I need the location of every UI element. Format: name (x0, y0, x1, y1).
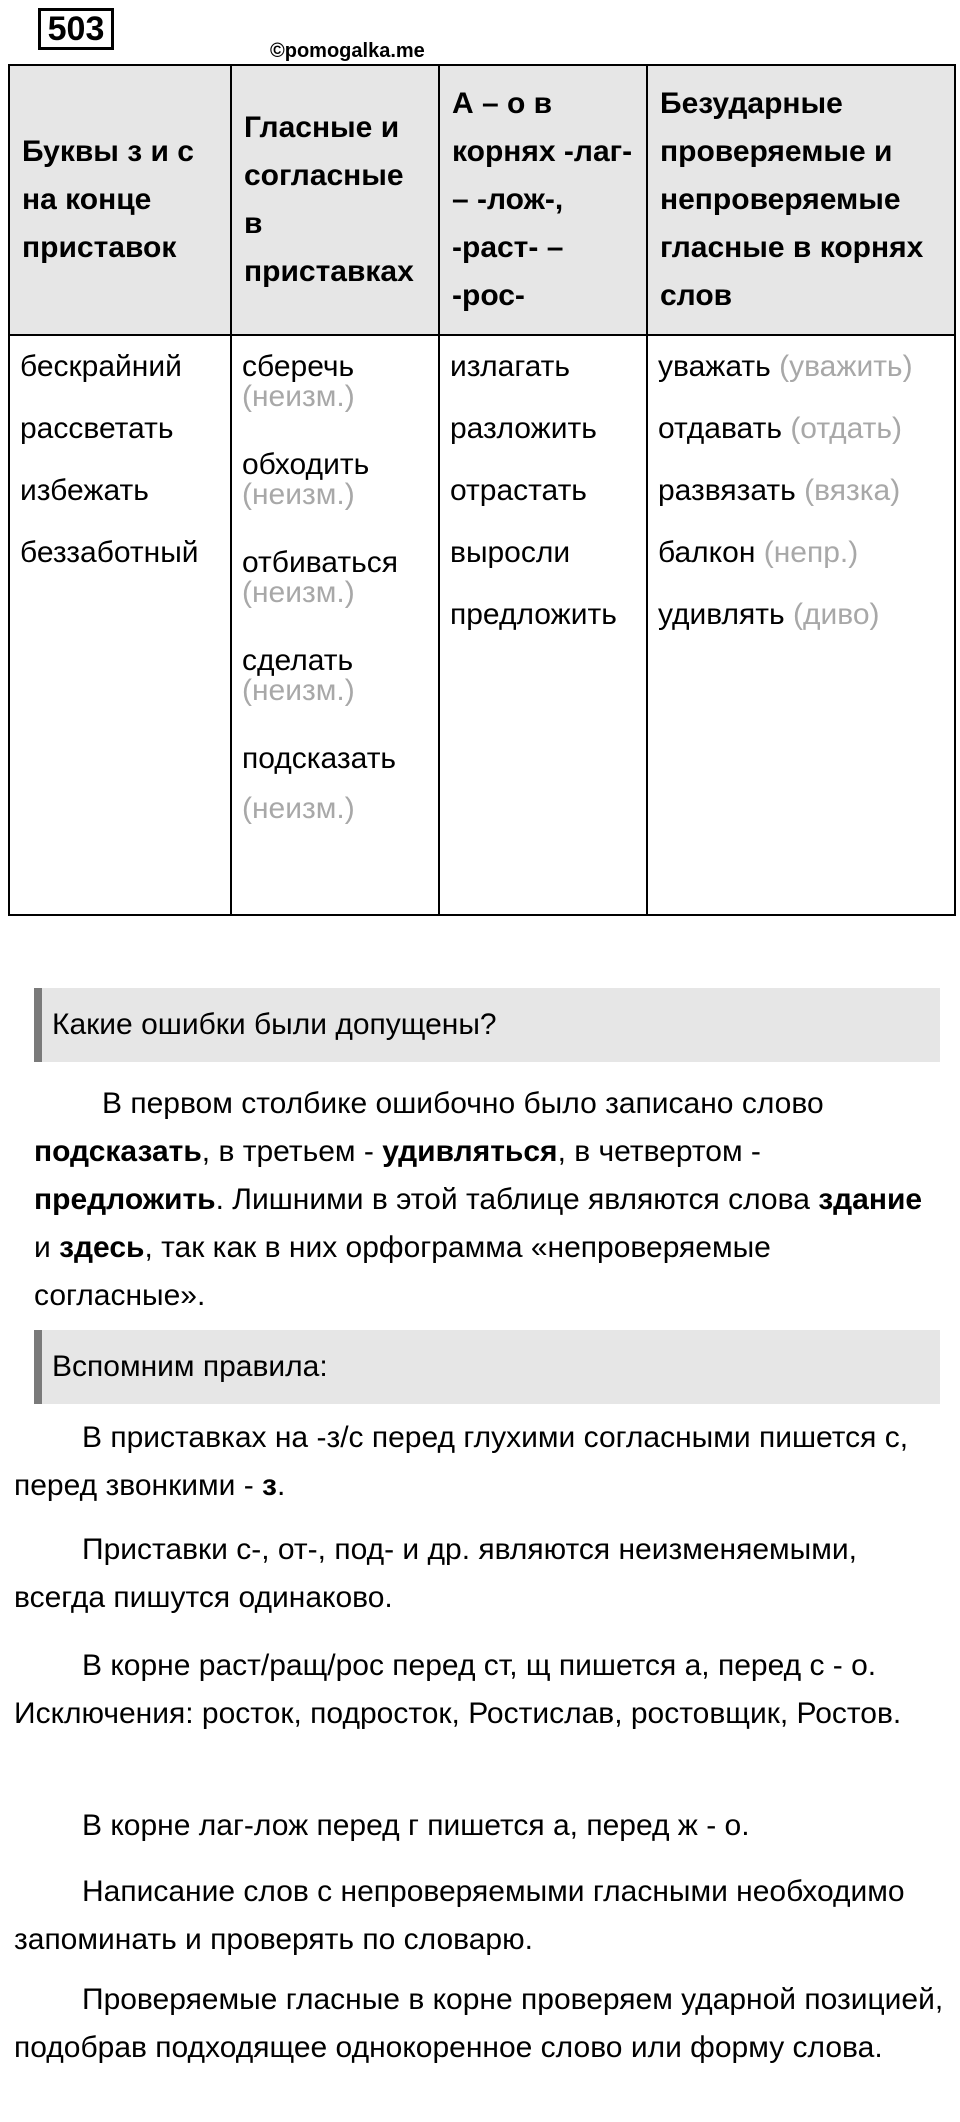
table-word: обходить (242, 448, 370, 481)
table-word-with-note (658, 472, 944, 510)
column-cell-1 (9, 335, 231, 915)
column-header-4: Безударные проверяемые и непроверяемые гласные в корнях слов (647, 65, 955, 335)
rule-paragraph: В корне лаг-лож перед г пишется а, перед ж - о. (82, 1809, 750, 1842)
table-word: беззаботный (20, 536, 199, 569)
rule-paragraph: В корне раст/ращ/рос перед ст, щ пишется а, перед с - о. Исключения: росток, подросток, Ростислав, ростовщик, Ростов. (14, 1649, 902, 1730)
section-heading-rules: Вспомним правила: (34, 1330, 940, 1404)
rule-paragraph: Приставки с-, от-, под- и др. являются неизменяемыми, всегда пишутся одинаково. (14, 1533, 857, 1614)
table-note: (неизм.) (242, 576, 355, 609)
table-note: (диво) (792, 598, 880, 631)
table-word: предложить (450, 598, 617, 631)
table-word: рассветать (20, 412, 174, 445)
column-header-3: А – о в корнях -лаг- – -лож-, -раст- – -рос- (439, 65, 647, 335)
table-note: (неизм.) (242, 380, 355, 413)
table-word: отдавать (658, 412, 782, 445)
rule-paragraph: В приставках на -з/с перед глухими согласными пишется с, перед звонкими - з. (14, 1421, 909, 1502)
table-word: сберечь (242, 350, 355, 383)
rule-paragraph: Написание слов с непроверяемыми гласными необходимо запоминать и проверять по словарю. (14, 1875, 905, 1956)
table-word: бескрайний (20, 350, 182, 383)
table-word-with-note (658, 410, 944, 448)
table-word: подсказать (242, 742, 397, 775)
watermark: ©pomogalka.me (270, 40, 425, 62)
table-word-with-note (658, 534, 944, 572)
table-word-with-note (658, 596, 944, 634)
column-cell-3 (439, 335, 647, 915)
column-header-2: Гласные и согласные в приставках (231, 65, 439, 335)
table-word: уважать (658, 350, 771, 383)
table-word: избежать (20, 474, 149, 507)
table-note: (непр.) (763, 536, 859, 569)
table-word: выросли (450, 536, 571, 569)
table-word: отрастать (450, 474, 587, 507)
table-note: (уважить) (779, 350, 913, 383)
errors-paragraph: В первом столбике ошибочно было записано слово подсказать, в третьем - удивляться, в четвертом - предложить. Лишними в этой таблице являются слова здание и здесь, так как в них орфограмма «непроверяемые согласные». (34, 1087, 923, 1312)
table-note: (отдать) (790, 412, 902, 445)
table-word: развязать (658, 474, 796, 507)
table-word: излагать (450, 350, 571, 383)
table-note: (вязка) (804, 474, 901, 507)
column-header-1: Буквы з и с на конце приставок (9, 65, 231, 335)
table-note: (неизм.) (242, 478, 355, 511)
table-word-with-note (658, 348, 944, 386)
section-heading-errors: Какие ошибки были допущены? (34, 988, 940, 1062)
table-word: удивлять (658, 598, 785, 631)
table-word: разложить (450, 412, 597, 445)
spelling-table (8, 64, 956, 916)
table-note: (неизм.) (242, 792, 355, 825)
column-cell-4 (647, 335, 955, 915)
task-number: 503 (38, 8, 114, 50)
table-word: отбиваться (242, 546, 398, 579)
table-note: (неизм.) (242, 674, 355, 707)
table-word: сделать (242, 644, 354, 677)
column-cell-2 (231, 335, 439, 915)
table-word: балкон (658, 536, 756, 569)
rule-paragraph: Проверяемые гласные в корне проверяем ударной позицией, подобрав подходящее однокоренное слово или форму слова. (14, 1983, 944, 2064)
